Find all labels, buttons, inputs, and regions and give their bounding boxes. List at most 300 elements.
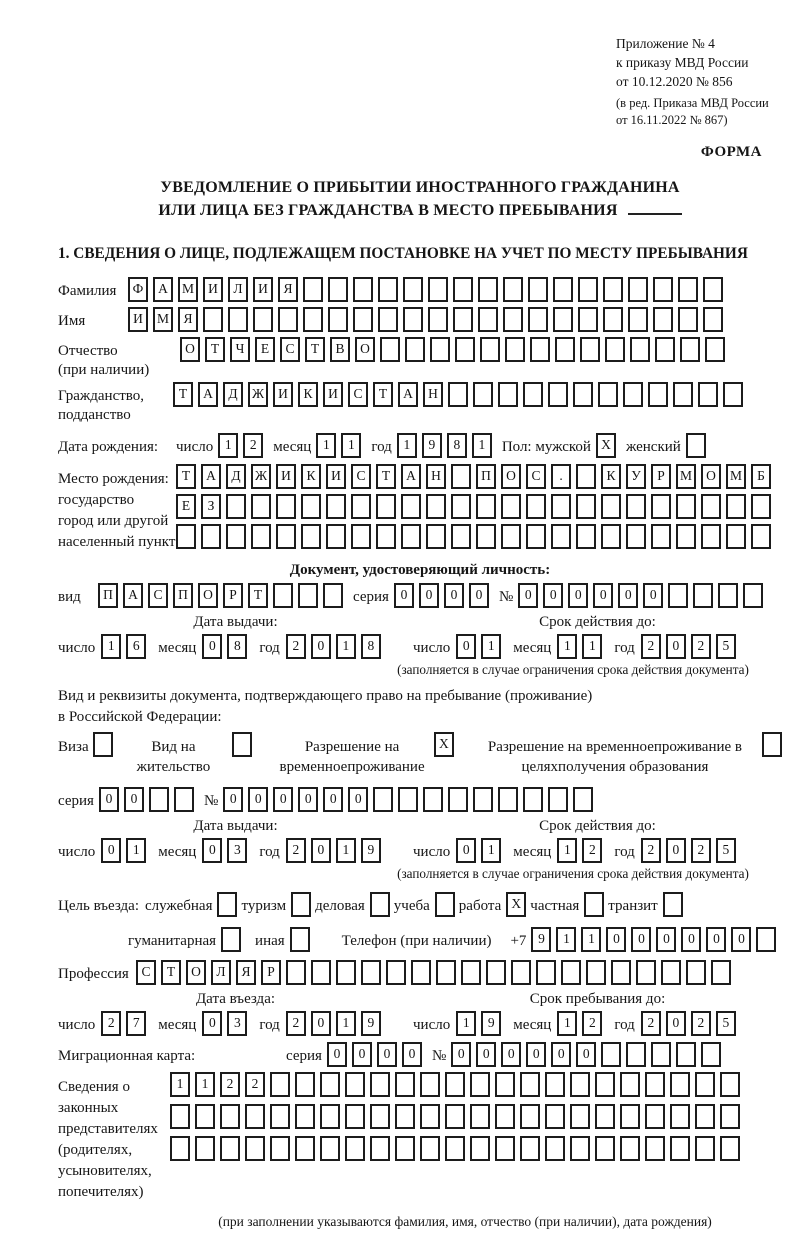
char-box[interactable]: [270, 1104, 290, 1129]
char-box[interactable]: Д: [223, 382, 243, 407]
char-box[interactable]: [245, 1136, 265, 1161]
char-box[interactable]: [580, 337, 600, 362]
char-box[interactable]: [395, 1104, 415, 1129]
char-box[interactable]: [226, 494, 246, 519]
char-box[interactable]: [762, 732, 782, 757]
char-box[interactable]: 0: [576, 1042, 596, 1067]
char-box[interactable]: [453, 307, 473, 332]
char-box[interactable]: [570, 1104, 590, 1129]
char-box[interactable]: 5: [716, 634, 736, 659]
char-box[interactable]: [403, 277, 423, 302]
char-box[interactable]: 8: [361, 634, 381, 659]
char-box[interactable]: [695, 1072, 715, 1097]
char-box[interactable]: 1: [456, 1011, 476, 1036]
char-box[interactable]: [423, 787, 443, 812]
char-box[interactable]: [448, 787, 468, 812]
char-box[interactable]: [670, 1136, 690, 1161]
char-box[interactable]: [520, 1104, 540, 1129]
char-box[interactable]: Я: [278, 277, 298, 302]
char-box[interactable]: [545, 1136, 565, 1161]
char-box[interactable]: [628, 307, 648, 332]
char-box[interactable]: .: [551, 464, 571, 489]
char-box[interactable]: 1: [170, 1072, 190, 1097]
char-box[interactable]: 2: [286, 634, 306, 659]
char-box[interactable]: [311, 960, 331, 985]
char-box[interactable]: 1: [582, 634, 602, 659]
char-box[interactable]: [611, 960, 631, 985]
char-box[interactable]: 1: [336, 838, 356, 863]
char-box[interactable]: [645, 1104, 665, 1129]
char-box[interactable]: [430, 337, 450, 362]
char-box[interactable]: [576, 524, 596, 549]
char-box[interactable]: 0: [202, 1011, 222, 1036]
char-box[interactable]: [278, 307, 298, 332]
char-box[interactable]: 0: [551, 1042, 571, 1067]
char-box[interactable]: [345, 1072, 365, 1097]
char-box[interactable]: 5: [716, 838, 736, 863]
char-box[interactable]: 0: [101, 838, 121, 863]
char-box[interactable]: С: [148, 583, 168, 608]
char-box[interactable]: [570, 1072, 590, 1097]
char-box[interactable]: [170, 1136, 190, 1161]
char-box[interactable]: [620, 1072, 640, 1097]
char-box[interactable]: [620, 1104, 640, 1129]
char-box[interactable]: X: [506, 892, 526, 917]
char-box[interactable]: [251, 494, 271, 519]
char-box[interactable]: [420, 1136, 440, 1161]
char-box[interactable]: [695, 1136, 715, 1161]
char-box[interactable]: [470, 1136, 490, 1161]
char-box[interactable]: Ж: [251, 464, 271, 489]
char-box[interactable]: [553, 307, 573, 332]
char-box[interactable]: 1: [341, 433, 361, 458]
char-box[interactable]: [326, 494, 346, 519]
char-box[interactable]: Т: [305, 337, 325, 362]
char-box[interactable]: [626, 494, 646, 519]
char-box[interactable]: [176, 524, 196, 549]
char-box[interactable]: [220, 1104, 240, 1129]
char-box[interactable]: 0: [501, 1042, 521, 1067]
char-box[interactable]: [548, 787, 568, 812]
char-box[interactable]: [686, 433, 706, 458]
char-box[interactable]: [630, 337, 650, 362]
char-box[interactable]: [553, 277, 573, 302]
char-box[interactable]: Л: [211, 960, 231, 985]
char-box[interactable]: 1: [557, 1011, 577, 1036]
char-box[interactable]: [93, 732, 113, 757]
char-box[interactable]: [701, 524, 721, 549]
char-box[interactable]: [578, 307, 598, 332]
char-box[interactable]: 9: [361, 838, 381, 863]
char-box[interactable]: А: [201, 464, 221, 489]
char-box[interactable]: [720, 1072, 740, 1097]
char-box[interactable]: [570, 1136, 590, 1161]
char-box[interactable]: [351, 524, 371, 549]
char-box[interactable]: [226, 524, 246, 549]
char-box[interactable]: Т: [248, 583, 268, 608]
char-box[interactable]: Е: [255, 337, 275, 362]
char-box[interactable]: 2: [691, 838, 711, 863]
char-box[interactable]: 0: [643, 583, 663, 608]
char-box[interactable]: [201, 524, 221, 549]
char-box[interactable]: [301, 524, 321, 549]
char-box[interactable]: О: [180, 337, 200, 362]
char-box[interactable]: М: [676, 464, 696, 489]
char-box[interactable]: С: [280, 337, 300, 362]
char-box[interactable]: [403, 307, 423, 332]
char-box[interactable]: [651, 494, 671, 519]
char-box[interactable]: И: [128, 307, 148, 332]
char-box[interactable]: [526, 524, 546, 549]
char-box[interactable]: [398, 787, 418, 812]
char-box[interactable]: 1: [556, 927, 576, 952]
char-box[interactable]: 9: [361, 1011, 381, 1036]
char-box[interactable]: [548, 382, 568, 407]
char-box[interactable]: 3: [227, 838, 247, 863]
char-box[interactable]: [451, 464, 471, 489]
char-box[interactable]: 8: [227, 634, 247, 659]
char-box[interactable]: 0: [202, 838, 222, 863]
char-box[interactable]: [520, 1136, 540, 1161]
char-box[interactable]: [386, 960, 406, 985]
char-box[interactable]: 0: [631, 927, 651, 952]
char-box[interactable]: [455, 337, 475, 362]
char-box[interactable]: [626, 1042, 646, 1067]
char-box[interactable]: [678, 277, 698, 302]
char-box[interactable]: [411, 960, 431, 985]
char-box[interactable]: [351, 494, 371, 519]
char-box[interactable]: Т: [176, 464, 196, 489]
char-box[interactable]: [503, 307, 523, 332]
char-box[interactable]: О: [198, 583, 218, 608]
char-box[interactable]: 1: [472, 433, 492, 458]
char-box[interactable]: [601, 524, 621, 549]
char-box[interactable]: [426, 524, 446, 549]
char-box[interactable]: [626, 524, 646, 549]
char-box[interactable]: [698, 382, 718, 407]
char-box[interactable]: [270, 1072, 290, 1097]
char-box[interactable]: [336, 960, 356, 985]
char-box[interactable]: [584, 892, 604, 917]
char-box[interactable]: [445, 1136, 465, 1161]
char-box[interactable]: [361, 960, 381, 985]
char-box[interactable]: М: [178, 277, 198, 302]
char-box[interactable]: 0: [593, 583, 613, 608]
char-box[interactable]: [326, 524, 346, 549]
char-box[interactable]: Н: [426, 464, 446, 489]
char-box[interactable]: [228, 307, 248, 332]
char-box[interactable]: Н: [423, 382, 443, 407]
char-box[interactable]: 1: [557, 634, 577, 659]
char-box[interactable]: [673, 382, 693, 407]
char-box[interactable]: [678, 307, 698, 332]
char-box[interactable]: 0: [606, 927, 626, 952]
char-box[interactable]: С: [351, 464, 371, 489]
char-box[interactable]: [718, 583, 738, 608]
char-box[interactable]: [448, 382, 468, 407]
char-box[interactable]: [536, 960, 556, 985]
char-box[interactable]: В: [330, 337, 350, 362]
char-box[interactable]: Я: [178, 307, 198, 332]
char-box[interactable]: М: [726, 464, 746, 489]
char-box[interactable]: И: [323, 382, 343, 407]
char-box[interactable]: П: [173, 583, 193, 608]
char-box[interactable]: [680, 337, 700, 362]
char-box[interactable]: [653, 277, 673, 302]
char-box[interactable]: [756, 927, 776, 952]
char-box[interactable]: 2: [641, 1011, 661, 1036]
char-box[interactable]: 0: [223, 787, 243, 812]
char-box[interactable]: X: [434, 732, 454, 757]
char-box[interactable]: 0: [419, 583, 439, 608]
char-box[interactable]: [751, 524, 771, 549]
char-box[interactable]: Ф: [128, 277, 148, 302]
char-box[interactable]: И: [326, 464, 346, 489]
char-box[interactable]: [605, 337, 625, 362]
char-box[interactable]: [320, 1136, 340, 1161]
char-box[interactable]: 0: [476, 1042, 496, 1067]
char-box[interactable]: П: [98, 583, 118, 608]
char-box[interactable]: [435, 892, 455, 917]
char-box[interactable]: [174, 787, 194, 812]
char-box[interactable]: 2: [641, 838, 661, 863]
char-box[interactable]: 0: [377, 1042, 397, 1067]
char-box[interactable]: X: [596, 433, 616, 458]
char-box[interactable]: [520, 1072, 540, 1097]
char-box[interactable]: [395, 1136, 415, 1161]
char-box[interactable]: [523, 787, 543, 812]
char-box[interactable]: [476, 524, 496, 549]
char-box[interactable]: [476, 494, 496, 519]
char-box[interactable]: К: [601, 464, 621, 489]
char-box[interactable]: И: [203, 277, 223, 302]
char-box[interactable]: [703, 277, 723, 302]
char-box[interactable]: [701, 1042, 721, 1067]
char-box[interactable]: [645, 1136, 665, 1161]
char-box[interactable]: 1: [481, 634, 501, 659]
char-box[interactable]: [320, 1104, 340, 1129]
char-box[interactable]: [530, 337, 550, 362]
char-box[interactable]: [478, 307, 498, 332]
char-box[interactable]: 0: [444, 583, 464, 608]
char-box[interactable]: У: [626, 464, 646, 489]
char-box[interactable]: [670, 1104, 690, 1129]
char-box[interactable]: 7: [126, 1011, 146, 1036]
char-box[interactable]: [270, 1136, 290, 1161]
char-box[interactable]: [221, 927, 241, 952]
char-box[interactable]: [578, 277, 598, 302]
char-box[interactable]: [561, 960, 581, 985]
char-box[interactable]: [648, 382, 668, 407]
char-box[interactable]: [545, 1072, 565, 1097]
char-box[interactable]: 0: [666, 634, 686, 659]
char-box[interactable]: [495, 1072, 515, 1097]
char-box[interactable]: 0: [526, 1042, 546, 1067]
char-box[interactable]: Д: [226, 464, 246, 489]
char-box[interactable]: [420, 1072, 440, 1097]
char-box[interactable]: [328, 307, 348, 332]
char-box[interactable]: 1: [316, 433, 336, 458]
char-box[interactable]: [291, 892, 311, 917]
char-box[interactable]: [273, 583, 293, 608]
char-box[interactable]: С: [348, 382, 368, 407]
char-box[interactable]: 0: [394, 583, 414, 608]
char-box[interactable]: Р: [261, 960, 281, 985]
char-box[interactable]: 2: [245, 1072, 265, 1097]
char-box[interactable]: [428, 277, 448, 302]
char-box[interactable]: А: [198, 382, 218, 407]
char-box[interactable]: [401, 494, 421, 519]
char-box[interactable]: 5: [716, 1011, 736, 1036]
char-box[interactable]: Я: [236, 960, 256, 985]
char-box[interactable]: 0: [666, 838, 686, 863]
char-box[interactable]: [498, 787, 518, 812]
char-box[interactable]: [320, 1072, 340, 1097]
char-box[interactable]: [470, 1072, 490, 1097]
char-box[interactable]: 0: [327, 1042, 347, 1067]
char-box[interactable]: [726, 524, 746, 549]
char-box[interactable]: Ж: [248, 382, 268, 407]
char-box[interactable]: [703, 307, 723, 332]
char-box[interactable]: [623, 382, 643, 407]
char-box[interactable]: О: [186, 960, 206, 985]
char-box[interactable]: [370, 1072, 390, 1097]
char-box[interactable]: [370, 1136, 390, 1161]
char-box[interactable]: 3: [227, 1011, 247, 1036]
char-box[interactable]: 6: [126, 634, 146, 659]
char-box[interactable]: Т: [376, 464, 396, 489]
char-box[interactable]: [353, 277, 373, 302]
char-box[interactable]: 0: [656, 927, 676, 952]
char-box[interactable]: [328, 277, 348, 302]
char-box[interactable]: [345, 1136, 365, 1161]
char-box[interactable]: [595, 1104, 615, 1129]
char-box[interactable]: 0: [618, 583, 638, 608]
char-box[interactable]: [693, 583, 713, 608]
char-box[interactable]: [453, 277, 473, 302]
char-box[interactable]: [303, 307, 323, 332]
char-box[interactable]: [451, 494, 471, 519]
char-box[interactable]: [636, 960, 656, 985]
char-box[interactable]: [751, 494, 771, 519]
char-box[interactable]: Б: [751, 464, 771, 489]
char-box[interactable]: 0: [311, 838, 331, 863]
char-box[interactable]: 0: [568, 583, 588, 608]
char-box[interactable]: [420, 1104, 440, 1129]
char-box[interactable]: 9: [481, 1011, 501, 1036]
char-box[interactable]: 2: [286, 838, 306, 863]
char-box[interactable]: [378, 307, 398, 332]
char-box[interactable]: 0: [323, 787, 343, 812]
char-box[interactable]: 0: [543, 583, 563, 608]
char-box[interactable]: [401, 524, 421, 549]
char-box[interactable]: [601, 1042, 621, 1067]
char-box[interactable]: [743, 583, 763, 608]
char-box[interactable]: [720, 1136, 740, 1161]
char-box[interactable]: Ч: [230, 337, 250, 362]
char-box[interactable]: [290, 927, 310, 952]
char-box[interactable]: [473, 787, 493, 812]
char-box[interactable]: 1: [581, 927, 601, 952]
char-box[interactable]: [663, 892, 683, 917]
char-box[interactable]: [301, 494, 321, 519]
char-box[interactable]: А: [153, 277, 173, 302]
char-box[interactable]: 1: [481, 838, 501, 863]
char-box[interactable]: [480, 337, 500, 362]
char-box[interactable]: А: [401, 464, 421, 489]
char-box[interactable]: [195, 1104, 215, 1129]
char-box[interactable]: [426, 494, 446, 519]
char-box[interactable]: 2: [691, 1011, 711, 1036]
char-box[interactable]: [253, 307, 273, 332]
char-box[interactable]: Т: [161, 960, 181, 985]
char-box[interactable]: [353, 307, 373, 332]
char-box[interactable]: [676, 1042, 696, 1067]
char-box[interactable]: 0: [666, 1011, 686, 1036]
char-box[interactable]: [726, 494, 746, 519]
char-box[interactable]: 1: [397, 433, 417, 458]
char-box[interactable]: [598, 382, 618, 407]
char-box[interactable]: [573, 382, 593, 407]
char-box[interactable]: [295, 1072, 315, 1097]
char-box[interactable]: 0: [456, 838, 476, 863]
char-box[interactable]: [676, 494, 696, 519]
char-box[interactable]: [345, 1104, 365, 1129]
char-box[interactable]: [149, 787, 169, 812]
char-box[interactable]: Р: [651, 464, 671, 489]
char-box[interactable]: О: [701, 464, 721, 489]
char-box[interactable]: [436, 960, 456, 985]
char-box[interactable]: 0: [298, 787, 318, 812]
char-box[interactable]: [461, 960, 481, 985]
char-box[interactable]: [603, 307, 623, 332]
char-box[interactable]: [276, 494, 296, 519]
char-box[interactable]: [376, 524, 396, 549]
char-box[interactable]: [501, 494, 521, 519]
char-box[interactable]: 1: [195, 1072, 215, 1097]
char-box[interactable]: [720, 1104, 740, 1129]
char-box[interactable]: [303, 277, 323, 302]
char-box[interactable]: [576, 494, 596, 519]
char-box[interactable]: [376, 494, 396, 519]
char-box[interactable]: О: [501, 464, 521, 489]
char-box[interactable]: [555, 337, 575, 362]
char-box[interactable]: [676, 524, 696, 549]
char-box[interactable]: [528, 307, 548, 332]
char-box[interactable]: 0: [681, 927, 701, 952]
char-box[interactable]: 0: [352, 1042, 372, 1067]
char-box[interactable]: И: [253, 277, 273, 302]
char-box[interactable]: З: [201, 494, 221, 519]
char-box[interactable]: [298, 583, 318, 608]
char-box[interactable]: А: [123, 583, 143, 608]
char-box[interactable]: 0: [99, 787, 119, 812]
char-box[interactable]: [170, 1104, 190, 1129]
char-box[interactable]: [451, 524, 471, 549]
char-box[interactable]: 0: [402, 1042, 422, 1067]
char-box[interactable]: Т: [205, 337, 225, 362]
char-box[interactable]: [505, 337, 525, 362]
char-box[interactable]: [701, 494, 721, 519]
char-box[interactable]: 0: [731, 927, 751, 952]
char-box[interactable]: С: [136, 960, 156, 985]
char-box[interactable]: [695, 1104, 715, 1129]
char-box[interactable]: 0: [248, 787, 268, 812]
char-box[interactable]: [601, 494, 621, 519]
char-box[interactable]: [445, 1072, 465, 1097]
char-box[interactable]: 0: [469, 583, 489, 608]
char-box[interactable]: О: [355, 337, 375, 362]
